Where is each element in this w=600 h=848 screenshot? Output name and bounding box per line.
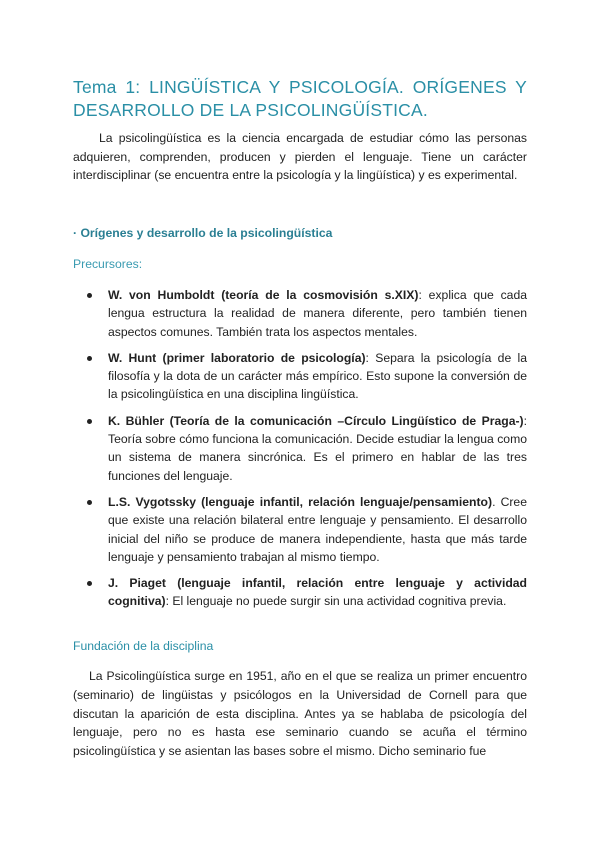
precursor-name: W. Hunt (primer laboratorio de psicología) — [108, 350, 366, 365]
bullet-icon — [87, 500, 92, 505]
bullet-icon — [87, 581, 92, 586]
document-title: Tema 1: LINGÜÍSTICA Y PSICOLOGÍA. ORÍGENES Y DESARROLLO DE LA PSICOLINGÜÍSTICA. — [73, 77, 527, 120]
foundation-paragraph: La Psicolingüística surge en 1951, año en el que se realiza un primer encuentro (seminario) de lingüistas y psicólogos en la Universidad de Cornell para que discutan la aparición de esta disciplina. Antes ya se hablaba de psicología del lenguaje, pero no es hasta ese seminario cuando se acuña el término psicolingüística y se asientan las bases sobre el mismo. Dicho seminario fue — [73, 669, 527, 759]
precursor-name: J. Piaget (lenguaje infantil, relación entre lenguaje y actividad cognitiva) — [108, 576, 527, 609]
precursors-list — [73, 286, 527, 619]
bullet-icon — [87, 293, 92, 298]
bullet-icon — [87, 356, 92, 361]
precursors-heading: Precursores: — [73, 257, 143, 271]
intro-paragraph: La psicolingüística es la ciencia encargada de estudiar cómo las personas adquieren, comprenden, producen y pierden el lenguaje. Tiene un carácter interdisciplinar (se encuentra entre la psicología y la lingüística) y es experimental. — [73, 131, 527, 182]
list-item — [73, 574, 527, 611]
precursor-description: . Cree que existe una relación bilateral entre lenguaje y pensamiento. El desarrollo inicial del niño se produce de manera independiente, hasta que más tarde lenguaje y pensamiento trabajan al mismo tiempo. — [108, 494, 527, 564]
list-item — [73, 412, 527, 485]
precursor-description: : explica que cada lengua estructura la realidad de manera diferente, pero también tienen aspectos comunes. También trata los aspectos mentales. — [108, 288, 528, 339]
precursor-name: W. von Humboldt (teoría de la cosmovisión s.XIX) — [108, 288, 419, 302]
precursor-description: : El lenguaje no puede surgir sin una actividad cognitiva previa. — [165, 594, 507, 609]
list-item — [73, 493, 527, 566]
precursor-description: : Teoría sobre cómo funciona la comunicación. Decide estudiar la lengua como un sistema de manera sincrónica. Es el primero en hablar de las tres funciones del lenguaje. — [108, 413, 527, 483]
bullet-icon — [87, 419, 92, 424]
section-heading-origins: · Orígenes y desarrollo de la psicolingüística — [73, 226, 333, 240]
precursor-name: K. Bühler (Teoría de la comunicación –Círculo Lingüístico de Praga-) — [108, 413, 524, 428]
precursor-name: L.S. Vygotssky (lenguaje infantil, relación lenguaje/pensamiento) — [108, 494, 493, 509]
list-item — [73, 349, 527, 404]
foundation-heading: Fundación de la disciplina — [73, 639, 214, 653]
list-item — [73, 286, 527, 341]
precursor-description: : Separa la psicología de la filosofía y la dota de un carácter más empírico. Esto supone la conversión de la psicolingüística en una disciplina lingüística. — [108, 350, 527, 402]
